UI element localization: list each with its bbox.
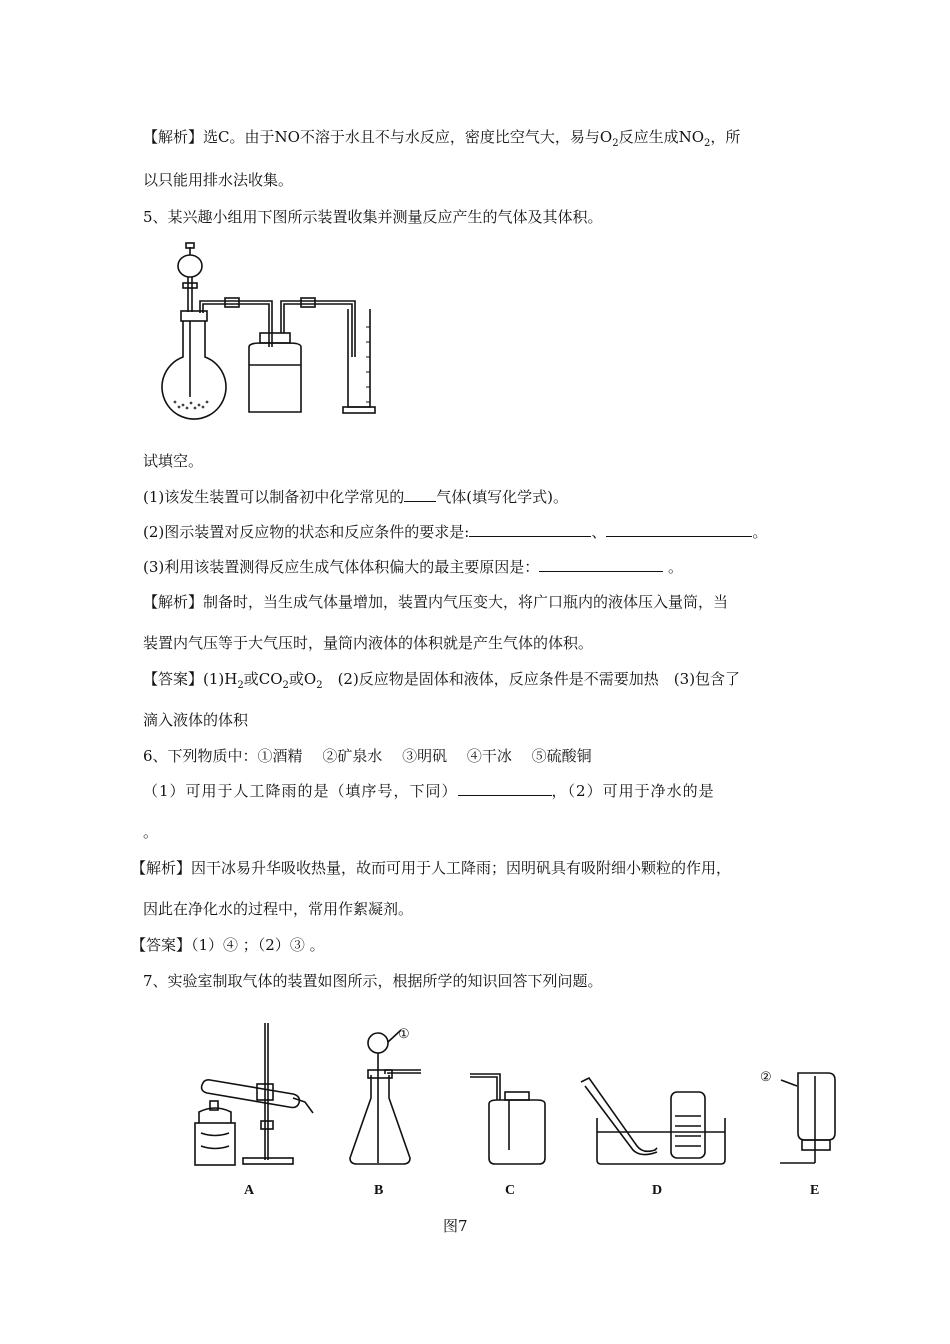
q6-question-end: 。 [143, 823, 159, 841]
q5-answer-line1 [143, 669, 740, 696]
q5-q3-text-a: (3)利用该装置测得反应生成气体体积偏大的最主要原因是： [143, 558, 540, 576]
q5-q3-end: 。 [668, 558, 684, 576]
q6-stem: 6、下列物质中：①酒精 ②矿泉水 ③明矾 ④干冰 ⑤硫酸铜 [143, 747, 592, 765]
subscript: 2 [237, 680, 244, 691]
gas-collection-apparatus-figure [145, 237, 395, 417]
marker-tube: ② [760, 1069, 772, 1084]
q5-analysis-line2: 装置内气压等于大气压时，量筒内液体的体积就是产生气体的体积。 [143, 634, 594, 652]
apparatus-label-e: E [810, 1183, 820, 1198]
q5-analysis-line1: 【解析】制备时，当生成气体量增加，装置内气压变大，将广口瓶内的液体压入量筒，当 [143, 593, 729, 611]
q6-analysis-line2: 因此在净化水的过程中，常用作絮凝剂。 [143, 900, 414, 918]
answer-blank[interactable] [404, 487, 436, 502]
figure-caption: 图7 [443, 1217, 468, 1235]
q4-analysis-text-b: 反应生成NO [618, 128, 705, 146]
q4-analysis-text-a: 【解析】选C。由于NO不溶于水且不与水反应，密度比空气大，易与O [143, 128, 613, 146]
q5-q1-text-b: 气体(填写化学式)。 [436, 488, 568, 506]
q5-q2-text-a: (2)图示装置对反应物的状态和反应条件的要求是: [143, 523, 470, 541]
subscript: 2 [704, 138, 711, 149]
q5-question-3 [143, 557, 683, 577]
answer-blank[interactable] [458, 781, 552, 796]
answer-blank[interactable] [539, 557, 663, 572]
q7-stem: 7、实验室制取气体的装置如图所示，根据所学的知识回答下列问题。 [143, 972, 603, 990]
q6-q-text-a: （1）可用于人工降雨的是（填序号，下同） [143, 782, 458, 800]
apparatus-label-a: A [244, 1183, 255, 1198]
q6-answer: 【答案】（1）④ ；（2）③ 。 [131, 936, 325, 954]
q6-question [143, 781, 715, 801]
q5-answer-text-d: (2)反应物是固体和液体，反应条件是不需要加热 (3)包含了 [322, 670, 741, 688]
q5-stem: 5、某兴趣小组用下图所示装置收集并测量反应产生的气体及其体积。 [143, 208, 603, 226]
apparatus-label-b: B [374, 1183, 384, 1198]
apparatus-label-c: C [505, 1183, 516, 1198]
q5-q2-end: 。 [752, 523, 768, 541]
q5-question-2 [143, 522, 767, 542]
answer-blank[interactable] [469, 522, 591, 537]
q6-q-text-b: ，（2）可用于净水的是 [551, 782, 715, 800]
subscript: 2 [316, 680, 323, 691]
q5-answer-line2: 滴入液体的体积 [143, 711, 249, 729]
q4-analysis-text-c: ，所 [710, 128, 741, 146]
q4-analysis-line2: 以只能用排水法收集。 [143, 171, 294, 189]
apparatus-label-d: D [652, 1183, 663, 1198]
q6-analysis-line1: 【解析】因干冰易升华吸收热量，故而可用于人工降雨；因明矾具有吸附细小颗粒的作用， [131, 859, 732, 877]
marker-funnel: ① [398, 1026, 410, 1041]
apparatus-figure-7 [185, 1018, 865, 1173]
q5-fill-prompt: 试填空。 [143, 452, 204, 470]
q5-answer-text-b: 或CO [243, 670, 283, 688]
subscript: 2 [612, 138, 619, 149]
q4-analysis-line1 [143, 127, 740, 154]
q5-answer-text-c: 或O [288, 670, 317, 688]
q5-q2-separator: 、 [591, 523, 607, 541]
answer-blank[interactable] [606, 522, 752, 537]
q5-question-1 [143, 487, 568, 507]
q5-answer-text-a: 【答案】(1)H [143, 670, 238, 688]
q5-q1-text-a: (1)该发生装置可以制备初中化学常见的 [143, 488, 405, 506]
subscript: 2 [282, 680, 289, 691]
